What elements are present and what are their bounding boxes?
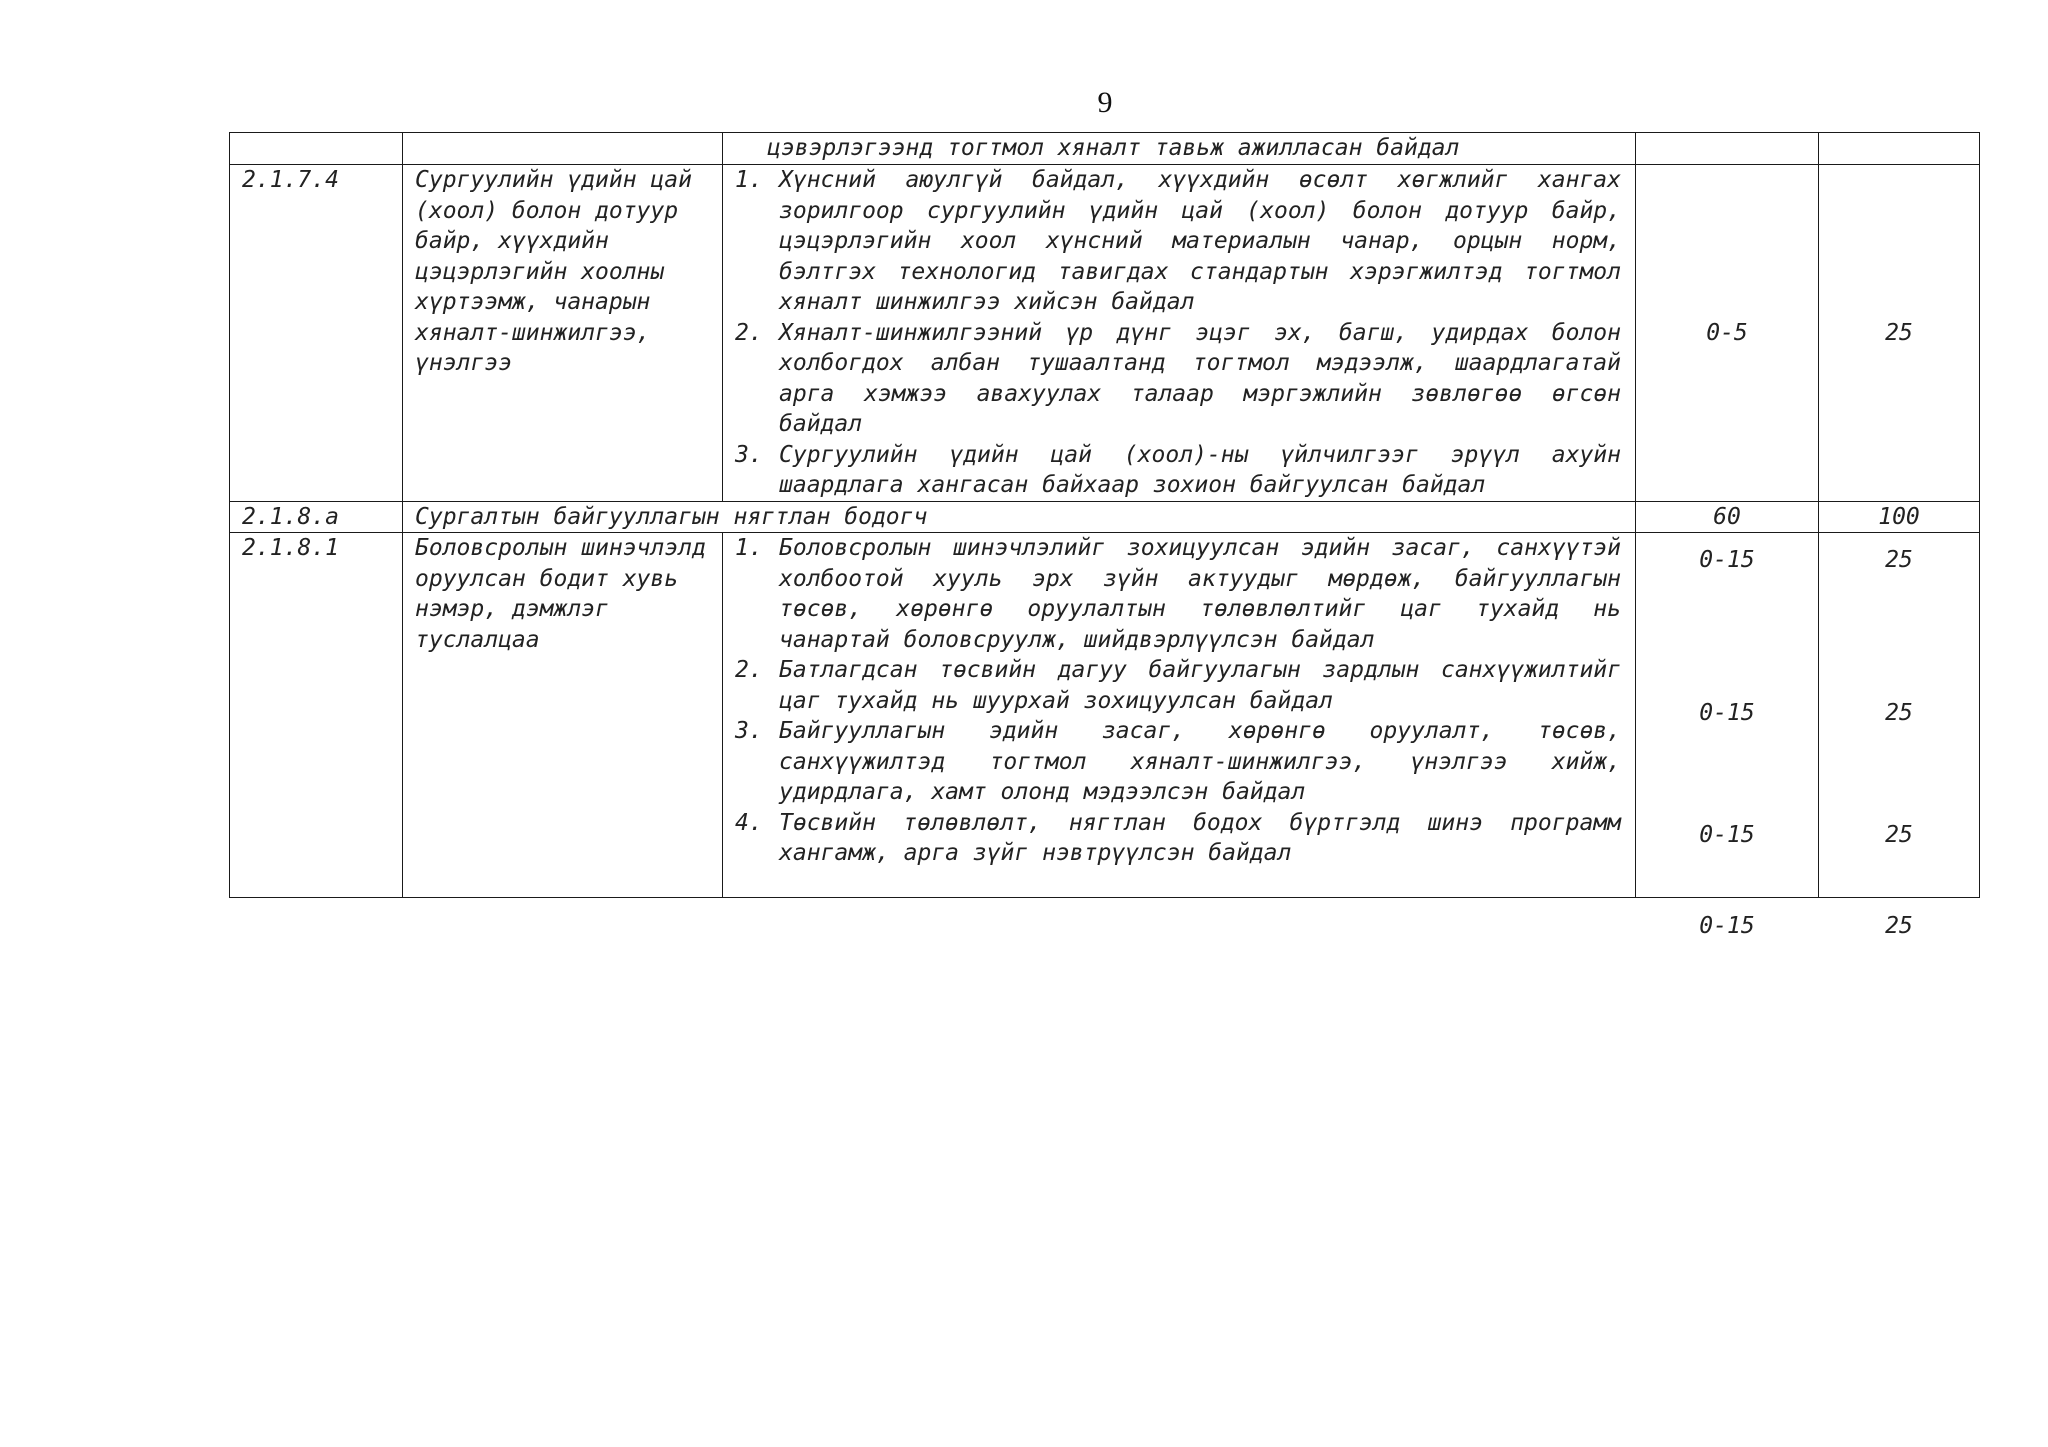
item-text: Сургуулийн үдийн цай (хоол)-ны үйлчилгээг эрүүл ахуйн шаардлага хангасан байхаар зохион байгуулсан байдал xyxy=(779,441,1621,498)
item-number: 1. xyxy=(735,167,763,193)
list-item xyxy=(735,533,1621,655)
item-text: Хяналт-шинжилгээний үр дүнг эцэг эх, багш, удирдах болон холбогдох албан тушаалтанд тогтмол мэдээлж, шаардлагатай арга хэмжээ авахуулах талаар мэргэжлийн зөвлөгөө өгсөн байдал xyxy=(779,319,1621,437)
item-text: Хүнсний аюулгүй байдал, хүүхдийн өсөлт хөгжлийг хангах зорилгоор сургуулийн үдийн цай (хоол) болон дотуур байр, цэцэрлэгийн хоол хүнсний материалын чанар, орцын норм, бэлтгэх технологид тавигдах стандартын хэрэгжилтэд тогтмол хяналт шинжилгээ хийсэн байдал xyxy=(779,167,1621,315)
page-number: 9 xyxy=(1097,86,1113,119)
score-range: 60 xyxy=(1636,501,1819,533)
table-row-2174 xyxy=(230,165,1980,502)
item-number: 3. xyxy=(735,718,763,744)
list-item xyxy=(735,165,1621,318)
score-range-column xyxy=(1636,533,1819,939)
cell-empty xyxy=(403,133,723,165)
row-title: Боловсролын шинэчлэлд оруулсан бодит хувь нэмэр, дэмжлэг туслалцаа xyxy=(403,533,723,898)
max-score: 25 xyxy=(1885,822,1913,848)
list-item xyxy=(735,808,1621,869)
max-score-column xyxy=(1819,533,1980,939)
item-number: 4. xyxy=(735,809,763,836)
row-code: 2.1.8.1 xyxy=(230,533,403,898)
score-range: 0-15 xyxy=(1699,913,1755,939)
max-score: 25 xyxy=(1819,165,1980,502)
item-text: Байгууллагын эдийн засаг, хөрөнгө оруулалт, төсөв, санхүүжилтэд тогтмол хяналт-шинжилгээ, үнэлгээ хийж, удирдлага, хамт олонд мэдээлсэн байдал xyxy=(779,718,1621,805)
table-row-2181 xyxy=(230,533,1980,898)
row-title: Сургуулийн үдийн цай (хоол) болон дотуур байр, хүүхдийн цэцэрлэгийн хоолны хүртээмж, чанарын хяналт-шинжилгээ, үнэлгээ xyxy=(403,165,723,502)
list-item xyxy=(735,655,1621,716)
evaluation-table xyxy=(229,132,1980,939)
cell-empty xyxy=(1636,133,1819,165)
row-title: Сургалтын байгууллагын нягтлан бодогч xyxy=(403,501,1636,533)
list-item xyxy=(735,318,1621,440)
item-text: Төсвийн төлөвлөлт, нягтлан бодох бүртгэлд шинэ программ хангамж, арга зүйг нэвтрүүлсэн байдал xyxy=(779,809,1621,866)
cell-empty xyxy=(230,133,403,165)
table-row-218a xyxy=(230,501,1980,533)
item-number: 2. xyxy=(735,319,763,346)
row-code: 2.1.7.4 xyxy=(230,165,403,502)
item-number: 3. xyxy=(735,441,763,468)
score-range: 0-5 xyxy=(1636,165,1819,502)
max-score: 25 xyxy=(1885,700,1913,726)
score-range: 0-15 xyxy=(1699,547,1755,573)
item-number: 2. xyxy=(735,657,763,683)
continuation-text: цэвэрлэгээнд тогтмол хяналт тавьж ажилласан байдал xyxy=(723,133,1636,165)
criteria-list xyxy=(723,165,1636,502)
table-row-continuation xyxy=(230,133,1980,165)
score-range: 0-15 xyxy=(1699,700,1755,726)
max-score: 100 xyxy=(1819,501,1980,533)
item-text: Боловсролын шинэчлэлийг зохицуулсан эдийн засаг, санхүүтэй холбоотой хууль эрх зүйн актуудыг мөрдөж, байгууллагын төсөв, хөрөнгө оруулалтын төлөвлөлтийг цаг тухайд нь чанартай боловсруулж, шийдвэрлүүлсэн байдал xyxy=(779,535,1621,653)
criteria-list xyxy=(723,533,1636,898)
cell-empty xyxy=(1819,133,1980,165)
list-item xyxy=(735,716,1621,808)
score-range: 0-15 xyxy=(1699,822,1755,848)
item-number: 1. xyxy=(735,535,763,561)
item-text: Батлагдсан төсвийн дагуу байгуулагын зардлын санхүүжилтийг цаг тухайд нь шуурхай зохицуулсан байдал xyxy=(779,657,1621,714)
row-code: 2.1.8.а xyxy=(230,501,403,533)
max-score: 25 xyxy=(1885,913,1913,939)
max-score: 25 xyxy=(1885,547,1913,573)
list-item xyxy=(735,440,1621,501)
